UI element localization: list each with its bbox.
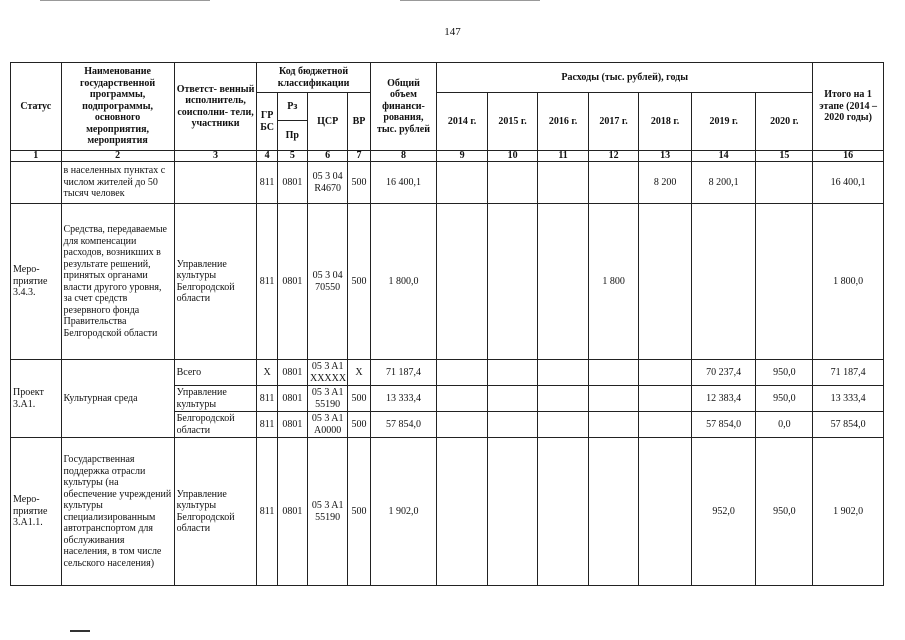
cell-year bbox=[756, 204, 813, 360]
cell-vr: 500 bbox=[348, 412, 370, 438]
cell-csr: 05 3 A1 XXXXX bbox=[307, 360, 347, 386]
header-year: 2019 г. bbox=[691, 93, 756, 151]
header-grbs: ГР БС bbox=[257, 93, 277, 151]
col-number: 9 bbox=[437, 151, 488, 162]
cell-year bbox=[588, 438, 639, 586]
cell-rzpr: 0801 bbox=[277, 204, 307, 360]
cell-year bbox=[487, 386, 538, 412]
header-year: 2017 г. bbox=[588, 93, 639, 151]
cell-responsible: Управление культуры bbox=[174, 386, 257, 412]
cell-stage-total: 16 400,1 bbox=[813, 162, 884, 204]
cell-total: 16 400,1 bbox=[370, 162, 437, 204]
cell-total: 13 333,4 bbox=[370, 386, 437, 412]
cell-year bbox=[639, 412, 692, 438]
col-number: 1 bbox=[11, 151, 62, 162]
col-number: 6 bbox=[307, 151, 347, 162]
cell-year bbox=[437, 360, 488, 386]
col-number: 16 bbox=[813, 151, 884, 162]
cell-year bbox=[691, 204, 756, 360]
cell-year bbox=[538, 412, 589, 438]
cell-year bbox=[487, 360, 538, 386]
cell-year bbox=[588, 386, 639, 412]
cell-year bbox=[538, 162, 589, 204]
cell-year bbox=[639, 438, 692, 586]
header-pr: Пр bbox=[277, 121, 307, 151]
cell-year bbox=[639, 386, 692, 412]
header-year: 2015 г. bbox=[487, 93, 538, 151]
cell-year-2019: 8 200,1 bbox=[691, 162, 756, 204]
cell-csr: 05 3 04 70550 bbox=[307, 204, 347, 360]
cell-responsible: Всего bbox=[174, 360, 257, 386]
cell-year bbox=[538, 438, 589, 586]
cell-responsible: Управление культуры Белгородской области bbox=[174, 204, 257, 360]
header-total: Общий объем финанси- рования, тыс. рублей bbox=[370, 63, 437, 151]
col-number: 7 bbox=[348, 151, 370, 162]
cell-total: 1 800,0 bbox=[370, 204, 437, 360]
cell-year bbox=[437, 412, 488, 438]
cell-year bbox=[487, 438, 538, 586]
header-vr: ВР bbox=[348, 93, 370, 151]
cell-year bbox=[639, 204, 692, 360]
col-number: 5 bbox=[277, 151, 307, 162]
cell-grbs: 811 bbox=[257, 162, 277, 204]
cell-year bbox=[588, 360, 639, 386]
cell-year-2019: 57 854,0 bbox=[691, 412, 756, 438]
cell-year-2020: 950,0 bbox=[756, 438, 813, 586]
col-number: 2 bbox=[61, 151, 174, 162]
cell-responsible: Белгородской области bbox=[174, 412, 257, 438]
col-number: 8 bbox=[370, 151, 437, 162]
cell-rzpr: 0801 bbox=[277, 412, 307, 438]
table-row bbox=[11, 204, 884, 360]
header-year: 2016 г. bbox=[538, 93, 589, 151]
cell-rzpr: 0801 bbox=[277, 162, 307, 204]
scan-edge-mark bbox=[70, 630, 90, 632]
cell-rzpr: 0801 bbox=[277, 438, 307, 586]
header-csr: ЦСР bbox=[307, 93, 347, 151]
cell-vr: 500 bbox=[348, 386, 370, 412]
cell-year bbox=[756, 162, 813, 204]
cell-csr: 05 3 A1 A0000 bbox=[307, 412, 347, 438]
cell-year bbox=[437, 386, 488, 412]
cell-name: Культурная среда bbox=[61, 360, 174, 438]
cell-total: 1 902,0 bbox=[370, 438, 437, 586]
cell-vr: 500 bbox=[348, 438, 370, 586]
cell-year bbox=[437, 438, 488, 586]
column-number-row bbox=[11, 151, 884, 162]
cell-year bbox=[538, 204, 589, 360]
cell-stage-total: 71 187,4 bbox=[813, 360, 884, 386]
cell-grbs: 811 bbox=[257, 412, 277, 438]
col-number: 3 bbox=[174, 151, 257, 162]
cell-year bbox=[639, 360, 692, 386]
cell-year-2017: 1 800 bbox=[588, 204, 639, 360]
header-year: 2018 г. bbox=[639, 93, 692, 151]
table-row bbox=[11, 162, 884, 204]
cell-year bbox=[538, 360, 589, 386]
cell-grbs: 811 bbox=[257, 386, 277, 412]
header-budget-code: Код бюджетной классификации bbox=[257, 63, 370, 93]
cell-vr: 500 bbox=[348, 162, 370, 204]
header-expenses: Расходы (тыс. рублей), годы bbox=[437, 63, 813, 93]
col-number: 4 bbox=[257, 151, 277, 162]
cell-vr: 500 bbox=[348, 204, 370, 360]
col-number: 12 bbox=[588, 151, 639, 162]
cell-year-2020: 950,0 bbox=[756, 360, 813, 386]
col-number: 11 bbox=[538, 151, 589, 162]
cell-year bbox=[588, 162, 639, 204]
col-number: 15 bbox=[756, 151, 813, 162]
scan-edge-line bbox=[400, 0, 540, 1]
cell-status: Проект 3.А1. bbox=[11, 360, 62, 438]
cell-year bbox=[487, 412, 538, 438]
cell-name: Государственная поддержка отрасли культуры (на обеспечение учреждений культуры специализированным автотранспортом для обслуживания населения, в том числе сельского населения) bbox=[61, 438, 174, 586]
cell-csr: 05 3 A1 55190 bbox=[307, 438, 347, 586]
header-status: Статус bbox=[11, 63, 62, 151]
budget-table bbox=[10, 62, 884, 586]
col-number: 10 bbox=[487, 151, 538, 162]
cell-responsible: Управление культуры Белгородской области bbox=[174, 438, 257, 586]
table-row bbox=[11, 360, 884, 386]
cell-year-2020: 950,0 bbox=[756, 386, 813, 412]
cell-year bbox=[437, 162, 488, 204]
table-row bbox=[11, 438, 884, 586]
cell-year bbox=[487, 162, 538, 204]
cell-year-2018: 8 200 bbox=[639, 162, 692, 204]
cell-year bbox=[588, 412, 639, 438]
header-year: 2014 г. bbox=[437, 93, 488, 151]
page-number: 147 bbox=[444, 26, 461, 38]
col-number: 13 bbox=[639, 151, 692, 162]
header-year: 2020 г. bbox=[756, 93, 813, 151]
cell-total: 57 854,0 bbox=[370, 412, 437, 438]
header-stage-total: Итого на 1 этапе (2014 – 2020 годы) bbox=[813, 63, 884, 151]
cell-grbs: 811 bbox=[257, 438, 277, 586]
cell-csr: 05 3 04 R4670 bbox=[307, 162, 347, 204]
cell-stage-total: 57 854,0 bbox=[813, 412, 884, 438]
cell-name: Средства, передаваемые для компенсации расходов, возникших в результате решений, принятых органами власти другого уровня, за счет средств резервного фонда Правительства Белгородской области bbox=[61, 204, 174, 360]
cell-rzpr: 0801 bbox=[277, 386, 307, 412]
cell-year-2019: 12 383,4 bbox=[691, 386, 756, 412]
cell-stage-total: 1 800,0 bbox=[813, 204, 884, 360]
cell-year bbox=[487, 204, 538, 360]
header-name: Наименование государственной программы, подпрограммы, основного мероприятия, мероприятия bbox=[61, 63, 174, 151]
cell-year-2019: 952,0 bbox=[691, 438, 756, 586]
cell-grbs: Х bbox=[257, 360, 277, 386]
cell-year bbox=[437, 204, 488, 360]
cell-name: в населенных пунктах с числом жителей до 50 тысяч человек bbox=[61, 162, 174, 204]
cell-status: Меро- приятие 3.4.3. bbox=[11, 204, 62, 360]
cell-status bbox=[11, 162, 62, 204]
scan-edge-line bbox=[40, 0, 210, 1]
cell-grbs: 811 bbox=[257, 204, 277, 360]
header-row bbox=[11, 63, 884, 93]
cell-responsible bbox=[174, 162, 257, 204]
cell-year bbox=[538, 386, 589, 412]
cell-year-2020: 0,0 bbox=[756, 412, 813, 438]
cell-stage-total: 1 902,0 bbox=[813, 438, 884, 586]
header-rz: Рз bbox=[277, 93, 307, 121]
cell-csr: 05 3 A1 55190 bbox=[307, 386, 347, 412]
cell-vr: Х bbox=[348, 360, 370, 386]
cell-rzpr: 0801 bbox=[277, 360, 307, 386]
cell-stage-total: 13 333,4 bbox=[813, 386, 884, 412]
col-number: 14 bbox=[691, 151, 756, 162]
header-responsible: Ответст- венный исполнитель, соисполни- тели, участники bbox=[174, 63, 257, 151]
cell-status: Меро- приятие 3.А1.1. bbox=[11, 438, 62, 586]
cell-year-2019: 70 237,4 bbox=[691, 360, 756, 386]
cell-total: 71 187,4 bbox=[370, 360, 437, 386]
